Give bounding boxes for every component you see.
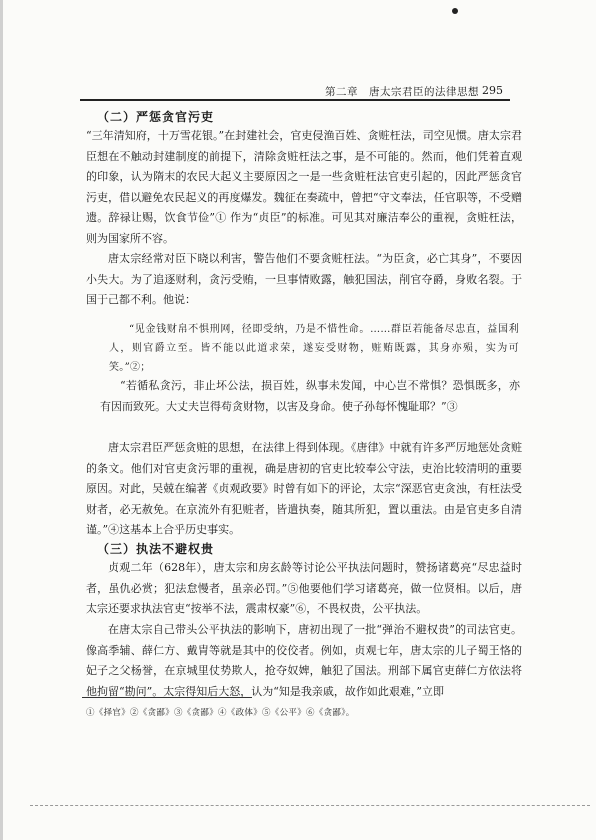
scan-bottom-edge	[30, 805, 590, 806]
running-header	[80, 81, 510, 101]
paragraph: 在唐太宗自己带头公平执法的影响下，唐初出现了一批“弹治不避权贵”的司法官吏。像高季辅、薛仁方、戴胄等就是其中的佼佼者。例如，贞观七年，唐太宗的儿子蜀王恪的妃子之父杨誉，在京城里仗势欺人，抢夺奴婢，触犯了国法。刑部下属官吏薛仁方依法将他拘留“勘问”。太宗得知后大怒，认为“知是我亲戚，故作如此艰难，”立即	[86, 623, 522, 698]
scan-dot-mark	[452, 8, 458, 14]
quote-block: “见金钱财帛不惧刑网，径即受纳，乃是不惜性命。……群臣若能备尽忠直，益国利人，则官爵立至。皆不能以此道求荣，遂妄受财物，赃贿既露，其身亦殒，实为可笑。”②；	[109, 324, 519, 373]
footnote-rule	[82, 697, 252, 698]
section-heading-3: （三）执法不避权贵	[97, 542, 215, 556]
paragraph: “三年清知府，十万雪花银。”在封建社会，官吏侵渔百姓、贪赃枉法，司空见惯。唐太宗君臣想在不触动封建制度的前提下，清除贪赃枉法之事，是不可能的。然而，他们凭着直观的印象，认为隋末的农民大起义主要原因之一是一些贪赃枉法官吏引起的，因此严惩贪官污吏，借以避免农民起义的再度爆发。魏征在奏疏中，曾把“守文奉法，任官职等，不受赠遗。辞禄让赐，饮食节俭”① 作为“贞臣”的标准。可见其对廉洁奉公的重视，贪赃枉法，则为国家所不容。	[86, 129, 522, 245]
header-rule	[80, 99, 510, 101]
paragraph: 唐太宗君臣严惩贪赃的思想，在法律上得到体现。《唐律》中就有许多严厉地惩处贪赃的条文。他们对官吏贪污罪的重视，确是唐初的官吏比较奉公守法，吏治比较清明的重要原因。对此，吴兢在编著《贞观政要》时曾有如下的评论，太宗“深恶官吏贪浊，有枉法受财者，必无赦免。在京流外有犯赃者，皆遣执奏，随其所犯，置以重法。由是官吏多自清谨。”④这基本上合乎历史事实。	[86, 441, 522, 537]
paragraph: 唐太宗经常对臣下晓以利害，警告他们不要贪赃枉法。“为臣贪，必亡其身”，不要因小失大。为了追逐财利，贪污受贿，一旦事情败露，触犯国法，削官夺爵，身败名裂。于国于己都不利。他说：	[86, 252, 522, 307]
quote-block: “若循私贪污，非止坏公法，损百姓，纵事未发闻，中心岂不常惧？恐惧既多，亦有因而致死。大丈夫岂得苟贪财物，以害及身命。使子孙每怀愧耻耶？”③	[100, 379, 520, 413]
page-number: 295	[482, 84, 503, 97]
chapter-title: 第二章 唐太宗君臣的法律思想	[325, 86, 479, 98]
paragraph: 贞观二年（628年），唐太宗和房玄龄等讨论公平执法问题时，赞扬诸葛亮“尽忠益时者，虽仇必赏；犯法怠慢者，虽亲必罚。”⑤他要他们学习诸葛亮，做一位贤相。以后，唐太宗还要求执法官吏“按举不法，震肃权豪”⑥，不畏权贵，公平执法。	[86, 561, 522, 616]
page-edge-shadow	[0, 0, 3, 840]
footnotes: ①《择官》②《贪鄙》③《贪鄙》④《政体》⑤《公平》⑥《贪鄙》。	[86, 708, 355, 718]
section-heading-2: （二）严惩贪官污吏	[97, 110, 215, 124]
